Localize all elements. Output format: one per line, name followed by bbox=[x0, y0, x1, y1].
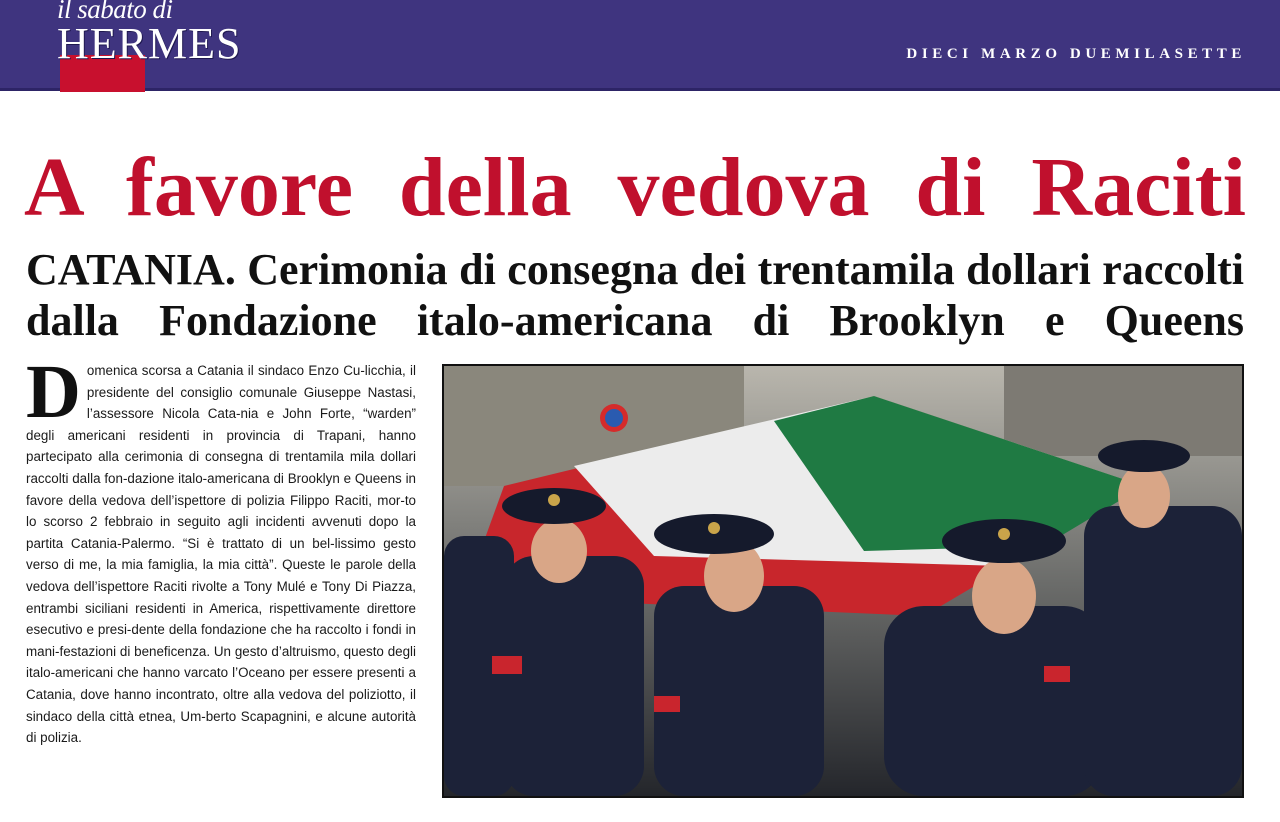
hermes-logo[interactable] bbox=[57, 0, 275, 92]
article-headline: A favore della vedova di Raciti bbox=[24, 141, 1246, 234]
article-subhead: CATANIA. Cerimonia di consegna dei trentamila dollari raccolti dalla Fondazione italo-americana di Brooklyn e Queens bbox=[26, 245, 1244, 345]
issue-date: DIECI MARZO DUEMILASETTE bbox=[906, 46, 1246, 62]
masthead bbox=[0, 0, 1280, 91]
article-body bbox=[26, 350, 416, 749]
coffin-procession-image bbox=[444, 366, 1242, 796]
article-body-text: omenica scorsa a Catania il sindaco Enzo Cu-licchia, il presidente del consiglio comunale Giuseppe Nastasi, l’assessore Nicola Cata-nia e John Forte, “warden” degli americani residenti in provincia di Trapani, hanno partecipato alla cerimonia di consegna di trentamila mila dollari raccolti dalla fon-dazione italo-americana di Brooklyn e Queens in favore della vedova dell’ispettore di polizia Filippo Raciti, mor-to lo scorso 2 febbraio in seguito agli incidenti avvenuti dopo la partita Catania-Palermo. “Si è trattato di un bel-lissimo gesto verso di me, la mia famiglia, la mia città”. Queste le parole della vedova dell’ispettore Raciti rivolte a Tony Mulé e Tony Di Piazza, entrambi siciliani residenti in America, rispettivamente direttore esecutivo e presi-dente della fondazione che ha raccolto i fondi in mani-festazioni di beneficenza. Un gesto d’altruismo, questo degli italo-americani che hanno varcato l’Oceano per essere presenti a Catania, dove hanno incontrato, oltre alla vedova del poliziotto, il sindaco della città etnea, Um-berto Scapagnini, e alcune autorità di polizia. bbox=[26, 363, 416, 746]
article-photo bbox=[442, 364, 1244, 798]
drop-cap: D bbox=[26, 350, 81, 434]
logo-name: HERMES bbox=[57, 19, 242, 68]
logo-tagline: il sabato di bbox=[57, 0, 173, 24]
